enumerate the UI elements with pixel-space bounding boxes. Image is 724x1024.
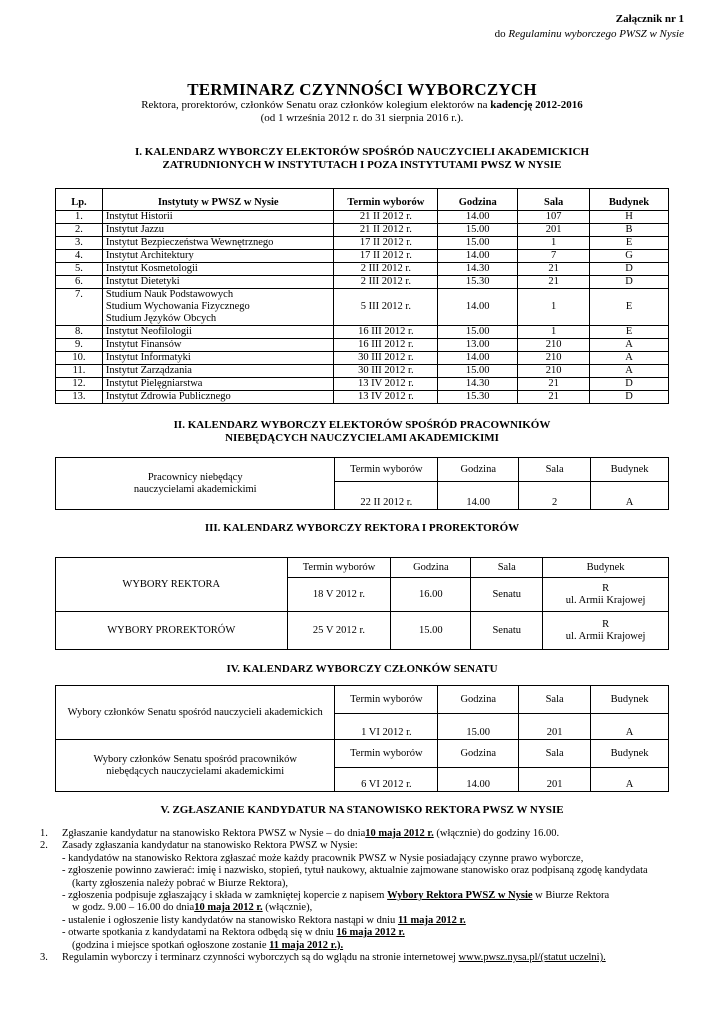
term-label: kadencję 2012-2016 [490,99,583,111]
rule-subitem: (godzina i miejsce spotkań ogłoszone zostanie 11 maja 2012 r.). [72,939,344,951]
table-header-row [56,189,669,211]
regulation-name: Regulaminu wyborczego PWSZ w Nysie [508,28,684,40]
col-building: Budynek [590,189,669,211]
table-row: 18 V 2012 r. 16.00 Senatu R ul. Armii Krajowej [56,578,669,612]
section2-heading: II. KALENDARZ WYBORCZY ELEKTORÓW SPOŚRÓD PRACOWNIKÓW NIEBĘDĄCYCH NAUCZYCIELAMI AKADEMICKIMI [173,419,551,444]
page-subtitle [0,99,724,125]
rule-subitem: - zgłoszenie powinno zawierać: imię i nazwisko, stopień, tytuł naukowy, aktualnie zajmowane stanowisko oraz podpisaną zgodę kandydata [62,865,648,877]
table-row: 6 VI 2012 r. 14.00 201 A [56,768,669,792]
section3-heading: III. KALENDARZ WYBORCZY REKTORA I PROREKTORÓW [204,522,520,534]
section5-heading: V. ZGŁASZANIE KANDYDATUR NA STANOWISKO REKTORA PWSZ W NYSIE [160,804,564,816]
table-row: 1 VI 2012 r. 15.00 201 A [56,714,669,740]
table-row: 4. Instytut Architektury 17 II 2012 r. 14.00 7 G [56,250,669,263]
senate-staff-label: Wybory członków Senatu spośród pracowników niebędących nauczycielami akademickimi [56,740,335,792]
table-row: 6. Instytut Dietetyki 2 III 2012 r. 15.30 21 D [56,276,669,289]
table-row: 3. Instytut Bezpieczeństwa Wewnętrznego 17 II 2012 r. 15.00 1 E [56,237,669,250]
col-date: Termin wyborów [334,189,438,211]
page-title: TERMINARZ CZYNNOŚCI WYBORCZYCH [187,80,537,99]
table-row: Pracownicy niebędący nauczycielami akademickimi Termin wyborów Godzina Sala Budynek [56,458,669,482]
table-row: 10. Instytut Informatyki 30 III 2012 r. 14.00 210 A [56,352,669,365]
table-row: 22 II 2012 r. 14.00 2 A [56,482,669,510]
rule-item: 2. Zasady zgłaszania kandydatur na stanowisko Rektora PWSZ w Nysie: [40,840,358,852]
table-row: 7. Studium Nauk Podstawowych Studium Wychowania Fizycznego Studium Języków Obcych 5 III 2012 r. 14.00 1 E [56,289,669,326]
rule-subitem: - otwarte spotkania z kandydatami na Rektora odbędą się w dniu 16 maja 2012 r. [62,927,405,939]
table-row: WYBORY REKTORA Termin wyborów Godzina Sala Budynek [56,558,669,578]
rule-subitem: - ustalenie i ogłoszenie listy kandydatów na stanowisko Rektora nastąpi w dniu 11 maja 2012 r. [62,914,466,926]
prorector-label: WYBORY PROREKTORÓW [56,612,288,650]
staff-label: Pracownicy niebędący nauczycielami akademickimi [56,458,335,510]
table-row: 1. Instytut Historii 21 II 2012 r. 14.00 107 H [56,211,669,224]
col-room: Sala [518,189,590,211]
rule-subitem: - zgłoszenia podpisuje zgłaszający i składa w zamkniętej kopercie z napisem Wybory Rektora PWSZ w Nysie w Biurze Rektora [62,890,610,902]
table-row: 11. Instytut Zarządzania 30 III 2012 r. 15.00 210 A [56,365,669,378]
table-row: 5. Instytut Kosmetologii 2 III 2012 r. 14.30 21 D [56,263,669,276]
senate-election-table [55,685,669,792]
attachment-note [495,12,684,42]
senate-teachers-label: Wybory członków Senatu spośród nauczycieli akademickich [56,686,335,740]
table-row: 12. Instytut Pielęgniarstwa 13 IV 2012 r. 14.30 21 D [56,378,669,391]
rector-label: WYBORY REKTORA [56,558,288,612]
col-time: Godzina [438,189,518,211]
rule-subitem: (karty zgłoszenia należy pobrać w Biurze Rektora), [72,877,289,889]
rector-election-table [55,557,669,650]
section1-heading: I. KALENDARZ WYBORCZY ELEKTORÓW SPOŚRÓD NAUCZYCIELI AKADEMICKICH ZATRUDNIONYCH W INSTYTUTACH I POZA INSTYTUTAMI PWSZ W NYSIE [134,146,590,171]
table-row: 8. Instytut Neofilologii 16 III 2012 r. 15.00 1 E [56,326,669,339]
attachment-reference: do Regulaminu wyborczego PWSZ w Nysie [494,28,684,40]
subtitle-line1: Rektora, prorektorów, członków Senatu oraz członków kolegium elektorów na kadencję 2012-2016 [141,99,583,111]
rule-item: 3. Regulamin wyborczy i terminarz czynności wyborczych są do wglądu na stronie internetowej www.pwsz.nysa.pl/(statut uczelni). [40,952,606,964]
col-lp: Lp. [56,189,103,211]
table-row: Wybory członków Senatu spośród pracowników niebędących nauczycielami akademickimi Termin wyborów Godzina Sala Budynek [56,740,669,768]
table-row: Wybory członków Senatu spośród nauczycieli akademickich Termin wyborów Godzina Sala Budynek [56,686,669,714]
table-row: 13. Instytut Zdrowia Publicznego 13 IV 2012 r. 15.30 21 D [56,391,669,404]
table-row: 9. Instytut Finansów 16 III 2012 r. 13.00 210 A [56,339,669,352]
col-institute: Instytuty w PWSZ w Nysie [102,189,334,211]
staff-election-table [55,457,669,510]
table-row: 2. Instytut Jazzu 21 II 2012 r. 15.00 201 B [56,224,669,237]
subtitle-line2: (od 1 września 2012 r. do 31 sierpnia 2016 r.). [260,112,464,124]
rule-subitem: - kandydatów na stanowisko Rektora zgłaszać może każdy pracownik PWSZ w Nysie posiadający czynne prawo wyborcze, [62,852,584,864]
table-row: WYBORY PROREKTORÓW 25 V 2012 r. 15.00 Senatu R ul. Armii Krajowej [56,612,669,650]
rule-item: 1. Zgłaszanie kandydatur na stanowisko Rektora PWSZ w Nysie – do dnia10 maja 2012 r. (włącznie) do godziny 16.00. [40,828,560,839]
rule-subitem: w godz. 9.00 – 16.00 do dnia10 maja 2012 r. (włącznie), [72,902,313,914]
section4-heading: IV. KALENDARZ WYBORCZY CZŁONKÓW SENATU [226,663,498,675]
attachment-number: Załącznik nr 1 [615,13,684,25]
institutes-election-table [55,188,669,404]
candidacy-rules [40,828,690,964]
website-link[interactable]: www.pwsz.nysa.pl/(statut uczelni). [458,952,606,964]
